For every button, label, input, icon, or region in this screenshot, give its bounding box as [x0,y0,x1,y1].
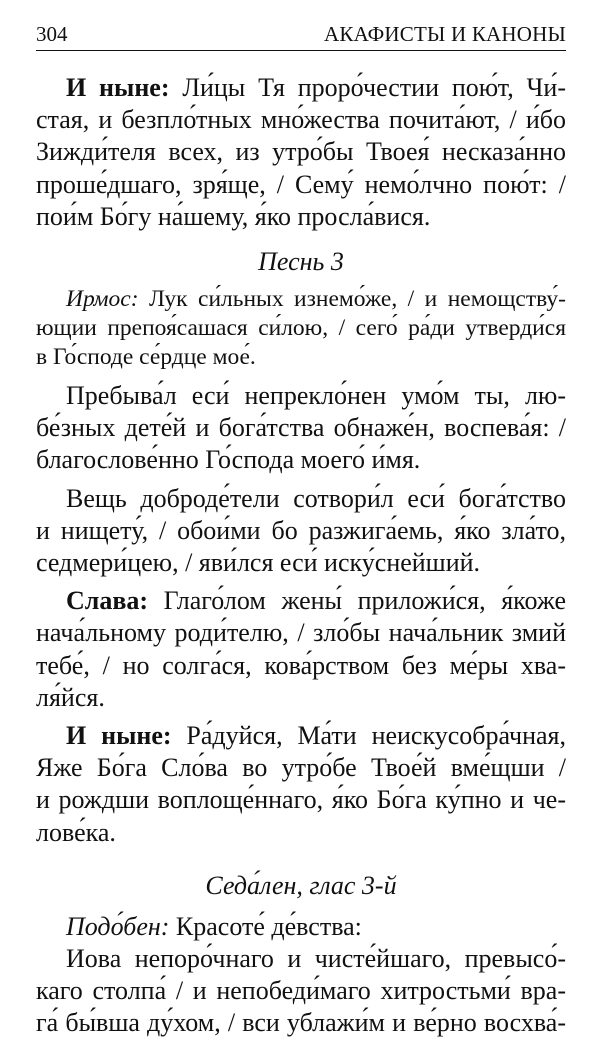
running-header [36,22,566,51]
paragraph-sedalen-text: Иова непоро́чнаго и чисте́йшаго, превысо́- каго столпа́ / и непобеди́маго хитростьми́ вра- га́ бы́вша ду́хом, / вси ублажи́м и ве́рно восхва́- [36,944,566,1038]
paragraph-podoben: Подо́бен: Красоте́ де́вства: [66,911,362,941]
paragraph-slava: Слава: Глаго́лом жены́ приложи́ся, я́коже нача́льному роди́телю, / зло́бы нача́льник змий тебе́, / но солга́ся, кова́рством без ме́ры хва- ля́йся. [36,586,566,712]
label-irmos: Ирмос: [66,286,139,313]
section-heading-pesn-3: Песнь 3 [258,247,344,277]
label-i-nyne: И ныне: [66,73,170,102]
label-i-nyne: И ныне: [66,721,172,751]
running-title: АКАФИСТЫ И КАНОНЫ [324,22,566,46]
paragraph-i-nyne-2: И ныне: Ра́дуйся, Ма́ти неискусобра́чная, Яже Бо́га Сло́ва во утро́бе Твое́й вме́щши / и рождши воплоще́ннаго, я́ко Бо́га ку́пно и че- лове́ка. [36,721,566,847]
section-heading-sedalen: Седа́лен, глас 3-й [205,870,397,900]
paragraph-troparion-2: Вещь доброде́тели сотвори́л еси́ бога́тство и нищету́, / обои́ми бо разжига́емь, я́ко зла́то, седмери́цею, / яви́лся еси́ иску́снейший. [36,483,566,578]
paragraph-i-nyne-1: И ныне: Ли́цы Тя проро́честии пою́т, Чи́- стая, и безпло́тных мно́жества почита́ют, / и́бо Зижди́теля всех, из утро́бы Твоея́ несказа́нно проше́дшаго, зря́ще, / Сему́ немо́лчно пою́т: / пои́м Бо́гу на́шему, я́ко просла́вися. [36,73,567,231]
label-podoben: Подо́бен: [66,911,170,941]
page-body [36,72,566,1046]
paragraph-troparion-1: Пребыва́л еси́ непрекло́нен умо́м ты, лю- бе́зных дете́й и бога́тства обнаже́н, воспева́я: / благослове́нно Го́спода моего́ и́мя. [36,381,566,475]
label-slava: Слава: [66,586,149,616]
paragraph-irmos: Ирмос: Лук си́льных изнемо́же, / и немощству́- ющии препоя́сашася си́лою, / сего́ ра́ди утверди́ся в Го́споде се́рдце мое́. [36,286,566,371]
page-number: 304 [36,22,68,46]
